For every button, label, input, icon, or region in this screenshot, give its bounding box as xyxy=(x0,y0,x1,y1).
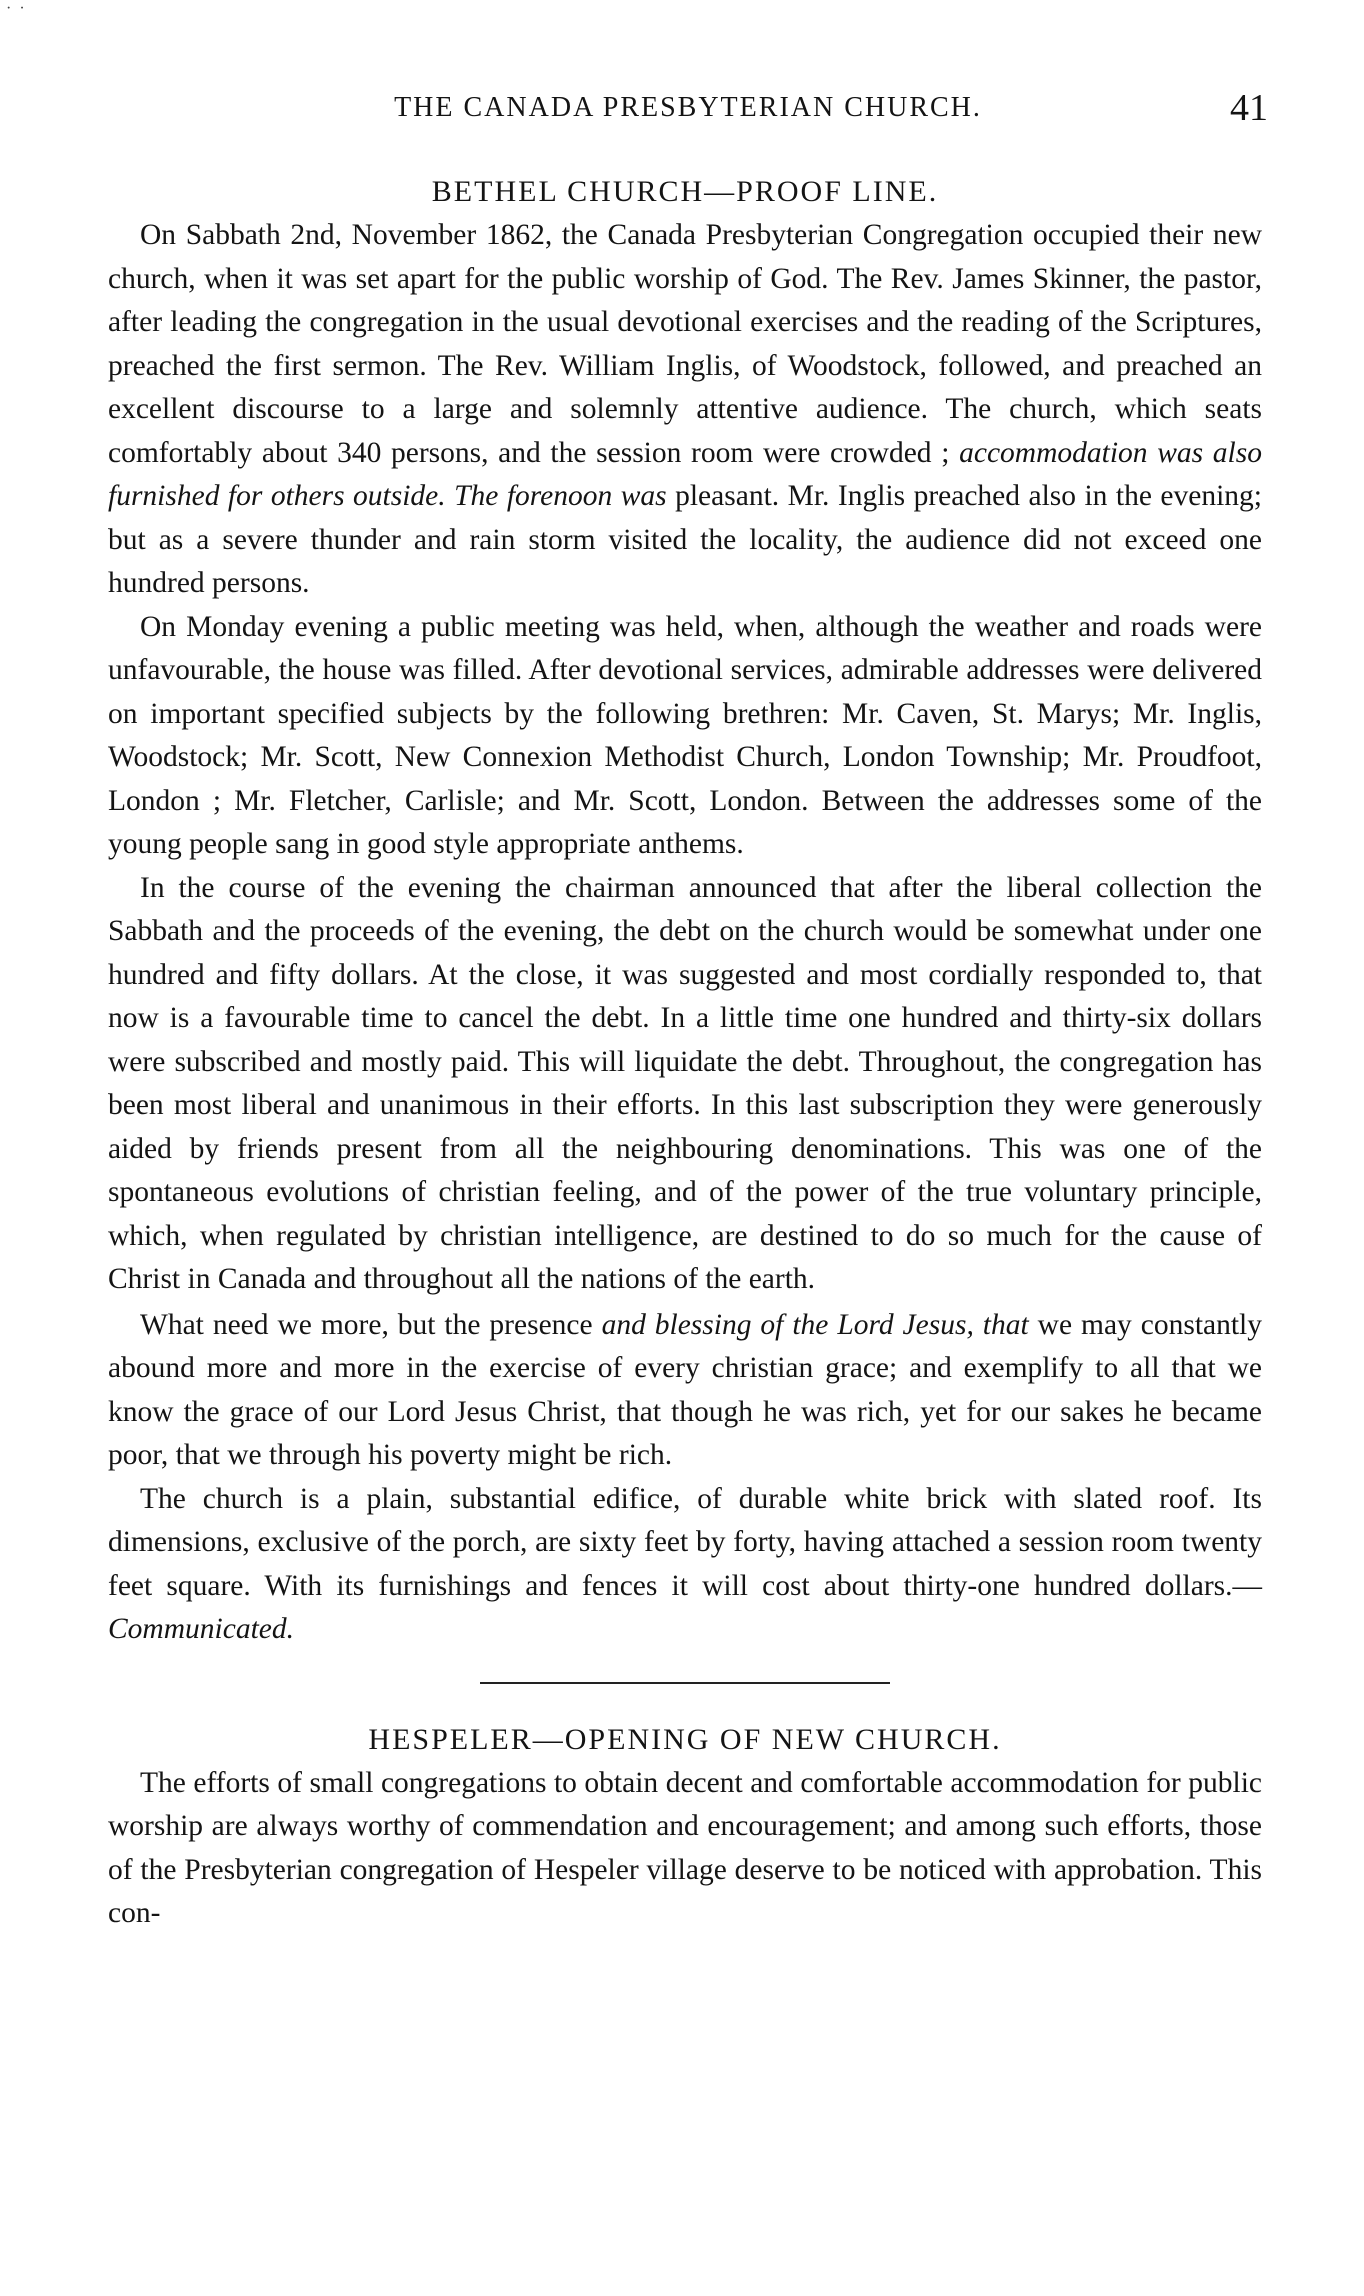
paragraph: On Monday evening a public meeting was held, when, although the weather and roads were unfavourable, the house was filled. After devotional services, admirable addresses were delivered on important specified subjects by the following brethren: Mr. Caven, St. Marys; Mr. Inglis, Woodstock; Mr. Scott, New Connexion Methodist Church, London Township; Mr. Proudfoot, London ; Mr. Fletcher, Carlisle; and Mr. Scott, London. Between the addresses some of the young people sang in good style appropriate anthems. xyxy=(108,610,1262,860)
running-title: THE CANADA PRESBYTERIAN CHURCH. xyxy=(394,92,982,123)
paragraph-text: On Sabbath 2nd, November 1862, the Canada Presbyterian Congregation occupied their new church, when it was set apart for the public worship of God. The Rev. James Skinner, the pastor, after leading the congregation in the usual devotional exercises and the reading of the Scriptures, preached the first sermon. The Rev. William Inglis, of Woodstock, followed, and preached an excellent discourse to a large and solemnly attentive audience. The church, which seats comfortably about 340 persons, and the session room were crowded ; xyxy=(108,219,1262,469)
page-number: 41 xyxy=(1230,87,1268,129)
corner-mark: · · xyxy=(6,0,27,17)
paragraph-italic-text: and blessing of the Lord Jesus, that xyxy=(601,1308,1029,1341)
paragraph xyxy=(108,214,1262,606)
article-heading-bethel: BETHEL CHURCH—PROOF LINE. xyxy=(431,175,939,208)
paragraph: In the course of the evening the chairman announced that after the liberal collection the Sabbath and the proceeds of the evening, the debt on the church would be somewhat under one hundred and fifty dollars. At the close, it was suggested and most cordially responded to, that now is a favourable time to cancel the debt. In a little time one hundred and thirty-six dollars were subscribed and mostly paid. This will liquidate the debt. Throughout, the congregation has been most liberal and unanimous in their efforts. In this last subscription they were generously aided by friends present from all the neighbouring denominations. This was one of the spontaneous evolutions of christian feeling, and of the power of the true voluntary principle, which, when regulated by christian intelligence, are destined to do so much for the cause of Christ in Canada and throughout all the nations of the earth. xyxy=(108,871,1262,1295)
running-head xyxy=(108,87,1268,140)
article-heading-hespeler: HESPELER—OPENING OF NEW CHURCH. xyxy=(368,1722,1002,1756)
paragraph xyxy=(108,1304,1262,1478)
paragraph-italic-text: accommodation was also furnished for others outside. The forenoon was xyxy=(108,436,1262,512)
section-divider xyxy=(480,1682,890,1684)
signature-communicated: Communicated. xyxy=(108,1613,294,1645)
page-content xyxy=(108,170,1262,1936)
paragraph: The efforts of small congregations to obtain decent and comfortable accommodation for public worship are always worthy of commendation and encouragement; and among such efforts, those of the Presbyterian congregation of Hespeler village deserve to be noticed with approbation. This con- xyxy=(108,1766,1262,1929)
paragraph-text: The church is a plain, substantial edifice, of durable white brick with slated roof. Its dimensions, exclusive of the porch, are sixty feet by forty, having attached a session room twenty feet square. With its furnishings and fences it will cost about thirty-one hundred dollars.— xyxy=(108,1482,1262,1602)
paragraph-text: we may constantly abound more and more in the exercise of every christian grace; and exemplify to all that we know the grace of our Lord Jesus Christ, that though he was rich, yet for our sakes he became poor, that we through his poverty might be rich. xyxy=(108,1308,1262,1471)
paragraph-text: pleasant. Mr. Inglis preached also in the evening; but as a severe thunder and rain storm visited the locality, the audience did not exceed one hundred persons. xyxy=(108,480,1262,599)
paragraph xyxy=(108,1478,1262,1652)
paragraph-text: What need we more, but the presence xyxy=(140,1308,602,1341)
